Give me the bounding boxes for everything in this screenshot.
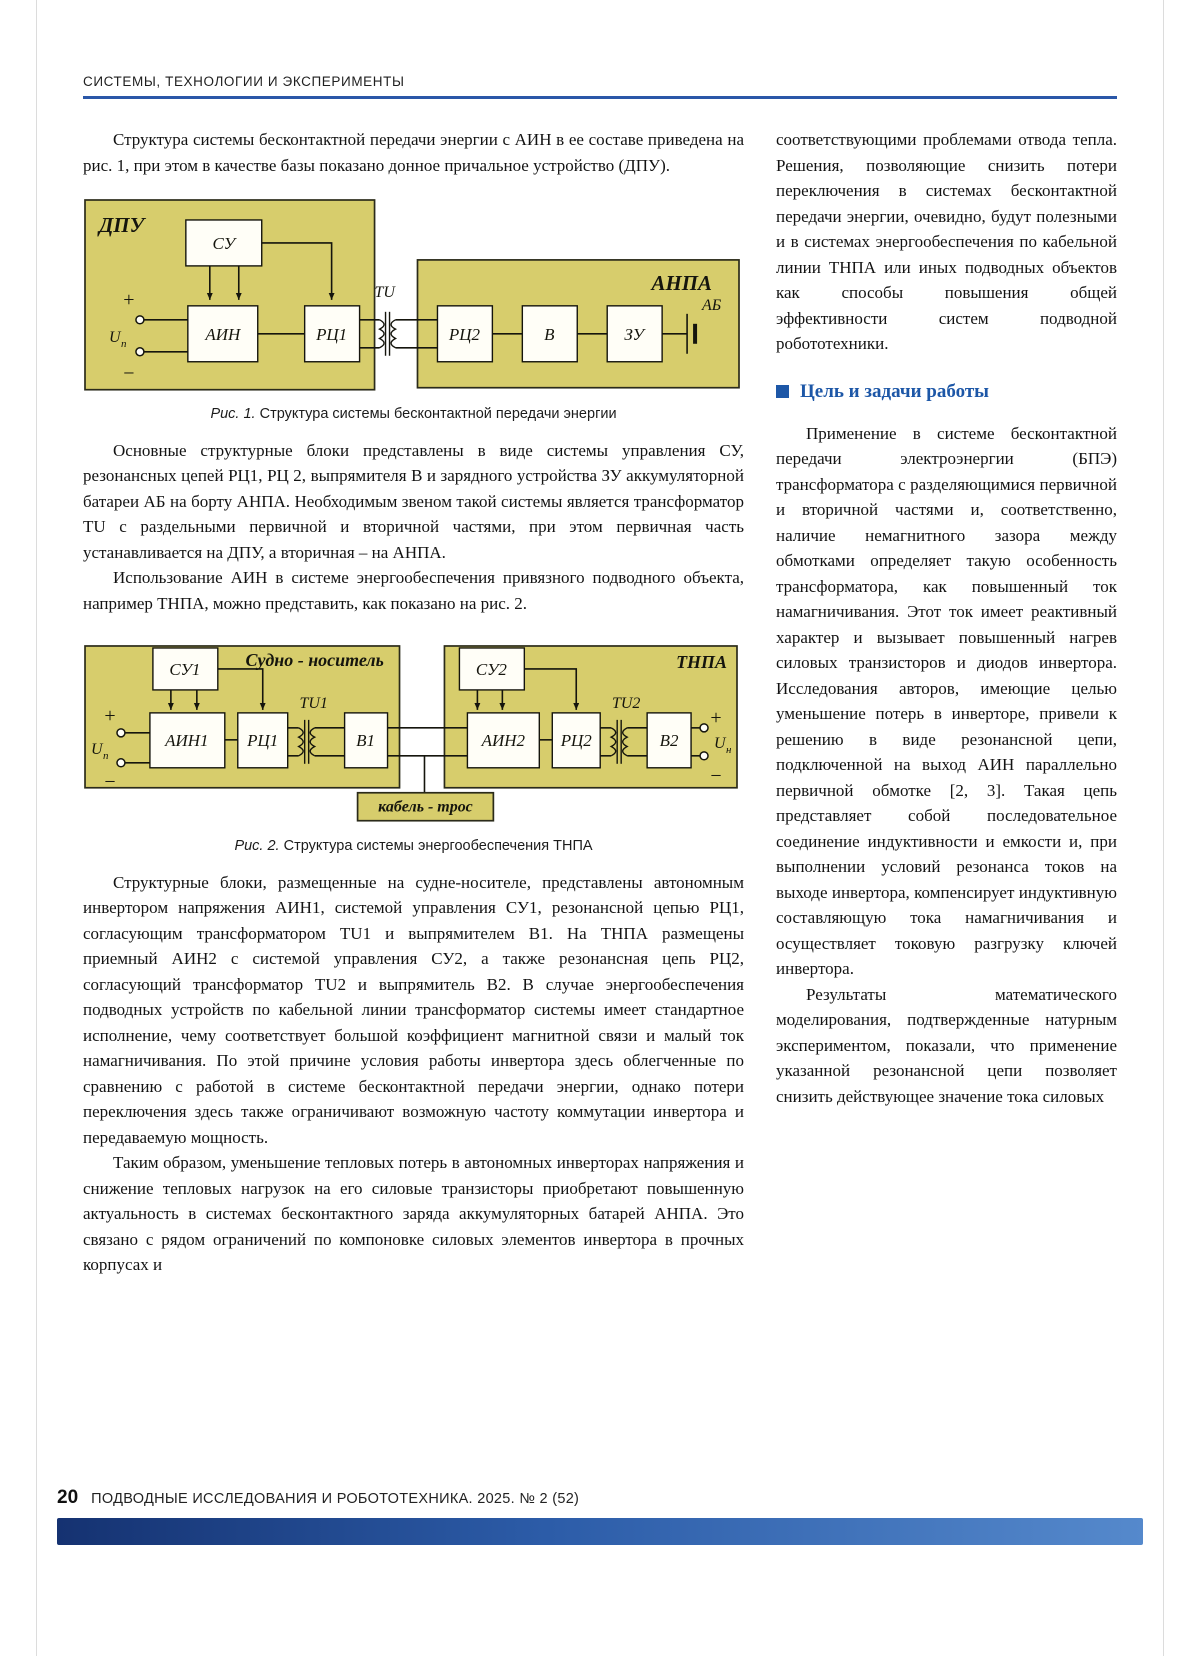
page-footer: [57, 1487, 1143, 1545]
fig2-v1-label: В1: [356, 731, 376, 751]
fig2-plus-left: +: [104, 705, 116, 728]
section-bullet-icon: [776, 385, 789, 398]
fig1-zu-label: ЗУ: [624, 324, 644, 344]
page-number: 20: [57, 1487, 79, 1508]
paragraph: Структурные блоки, размещенные на судне-носителе, представлены автономным инвертором напряжения АИН1, системой управления СУ1, резонансной цепью РЦ1, согласующим трансформатором TU1 и выпрямителем В1. На ТНПА размещены приемный АИН2 с системой управления СУ2, а также резонансная цепь РЦ2, согласующий трансформатор TU2 и выпрямитель В2. В случае энергообеспечения подводных устройств по кабельной линии трансформатор системы имеет стандартное исполнение, чему соответствует большой коэффициент магнитной связи и малый ток намагничивания. По этой причине условия работы инвертора здесь облегченные по сравнению с работой в системе бесконтактной передачи энергии, однако потери переключения здесь также ограничивают возможную частоту коммутации инвертора и передаваемую мощность.: [83, 872, 744, 1147]
paragraph: соответствующими проблемами отвода тепла. Решения, позволяющие снизить потери переключения в системах бесконтактной передачи энергии, очевидно, будут полезными и в системах энергообеспечения по кабельной линии ТНПА или иных подводных объектов как способы повышения общей эффективности систем подводной робототехники.: [776, 130, 1117, 353]
paragraph: Результаты математического моделирования, подтвержденные натурным экспериментом, показали, что применение указанной резонансной цепи позволяет снизить действующее значение тока силовых: [776, 984, 1117, 1106]
fig2-u-right-subscript: н: [726, 744, 732, 757]
fig2-minus-left: −: [104, 770, 116, 793]
fig1-u-subscript: п: [120, 337, 127, 350]
running-header-title: СИСТЕМЫ, ТЕХНОЛОГИИ И ЭКСПЕРИМЕНТЫ: [83, 74, 405, 89]
fig1-su-label: СУ: [212, 233, 236, 253]
right-column: [776, 127, 1117, 1278]
fig2-tnpa-label: ТНПА: [676, 652, 728, 673]
two-column-layout: [83, 127, 1117, 1278]
page-edge-right: [1163, 0, 1164, 1656]
running-header: [83, 74, 1117, 99]
fig2-v2-label: В2: [659, 731, 679, 751]
fig1-ain-label: АИН: [205, 324, 241, 344]
figure-2-diagram: [83, 636, 744, 826]
fig2-plus-right: +: [710, 707, 722, 730]
fig2-cable-label-box: [358, 793, 494, 821]
section-heading: [776, 381, 1117, 403]
paragraph: Использование АИН в системе энергообеспечения привязного подводного объекта, например ТНПА, можно представить, как показано на рис. 2.: [83, 568, 744, 613]
footer-line: [57, 1487, 1143, 1509]
fig2-rc2-label: РЦ2: [560, 731, 592, 751]
paragraph: Применение в системе бесконтактной передачи электроэнергии (БПЭ) трансформатора с разделяющимися первичной и вторичной частями и, соответственно, наличие немагнитного зазора между обмотками определяет такую особенность трансформатора, как повышенный ток намагничивания. Этот ток имеет реактивный характер и вызывает повышенный нагрев силовых транзисторов и диодов инвертора. Исследования авторов, имеющие целью уменьшение потерь в инверторе, привели к решению в виде резонансной цепи, подключенной на выход АИН параллельно первичной обмотке [2, 3]. Такая цепь представляет собой последовательное соединение индуктивности и емкости и, при выполнении условий резонанса токов на выходе инвертора, компенсирует индуктивную составляющую тока намагничивания и осуществляет токовую разгрузку ключей инвертора.: [776, 423, 1117, 978]
fig2-ain1-label: АИН1: [165, 731, 209, 751]
fig1-rc2-label: РЦ2: [448, 324, 480, 344]
fig2-cable-label: кабель - трос: [378, 798, 473, 816]
fig2-u-left: U: [91, 741, 103, 759]
fig2-su1-label: СУ1: [169, 660, 201, 680]
paragraph: Основные структурные блоки представлены в виде системы управления СУ, резонансных цепей РЦ1, РЦ 2, выпрямителя В и зарядного устройства ЗУ аккумуляторной батареи АБ на борту АНПА. Необходимым звеном такой системы является трансформатор TU с раздельными первичной и вторичной частями, при этом первичная часть устанавливается на ДПУ, а вторичная – на АНПА.: [83, 440, 744, 562]
left-column: [83, 127, 744, 1278]
header-rule: [83, 96, 1117, 99]
footer-bar: [57, 1518, 1143, 1545]
page-content: [83, 74, 1117, 1278]
fig1-plus-sign: +: [123, 288, 135, 311]
fig1-minus-sign: −: [123, 362, 135, 385]
fig2-minus-right: −: [710, 764, 722, 787]
fig2-rc1-label: РЦ1: [247, 731, 279, 751]
page-edge-left: [36, 0, 37, 1656]
figure-2-caption-text: Структура системы энергообеспечения ТНПА: [283, 837, 593, 854]
paragraph: Структура системы бесконтактной передачи энергии с АИН в ее составе приведена на рис. 1, при этом в качестве базы показано донное причальное устройство (ДПУ).: [83, 130, 744, 175]
fig1-ab-label: АБ: [702, 296, 722, 314]
fig2-su2-label: СУ2: [475, 660, 507, 680]
fig2-u-right: U: [714, 735, 726, 753]
figure-2-caption: [83, 838, 744, 854]
figure-2: [83, 636, 744, 854]
fig2-ship-label: Судно - носитель: [245, 650, 384, 671]
fig1-v-label: В: [544, 324, 555, 344]
figure-2-caption-label: Рис. 2.: [234, 837, 280, 854]
section-title: Цель и задачи работы: [800, 380, 989, 402]
footer-journal-title: ПОДВОДНЫЕ ИССЛЕДОВАНИЯ И РОБОТОТЕХНИКА. 2025. № 2 (52): [91, 1491, 580, 1507]
fig2-ain2-label: АИН2: [481, 731, 526, 751]
fig2-u-left-subscript: п: [102, 750, 109, 763]
fig2-tu1-label: TU1: [299, 695, 328, 713]
fig1-tu-label: TU: [374, 283, 395, 301]
figure-1-diagram: [83, 198, 744, 394]
figure-1-caption-label: Рис. 1.: [210, 405, 256, 422]
paragraph: Таким образом, уменьшение тепловых потерь в автономных инверторах напряжения и снижение тепловых нагрузок на его силовые транзисторы приобретают повышенную актуальность в системах бесконтактного заряда аккумуляторных батарей АНПА. Это связано с рядом ограничений по компоновке силовых элементов инвертора в прочных корпусах и: [83, 1153, 744, 1275]
fig2-tu2-label: TU2: [611, 695, 641, 713]
fig1-u-label: U: [108, 328, 121, 346]
figure-1-caption-text: Структура системы бесконтактной передачи энергии: [259, 405, 617, 422]
fig1-dpu-label: ДПУ: [98, 212, 145, 237]
fig1-rc1-label: РЦ1: [316, 324, 348, 344]
figure-1-caption: [83, 406, 744, 422]
fig1-anpa-label: АНПА: [651, 270, 713, 295]
figure-1: [83, 198, 744, 422]
